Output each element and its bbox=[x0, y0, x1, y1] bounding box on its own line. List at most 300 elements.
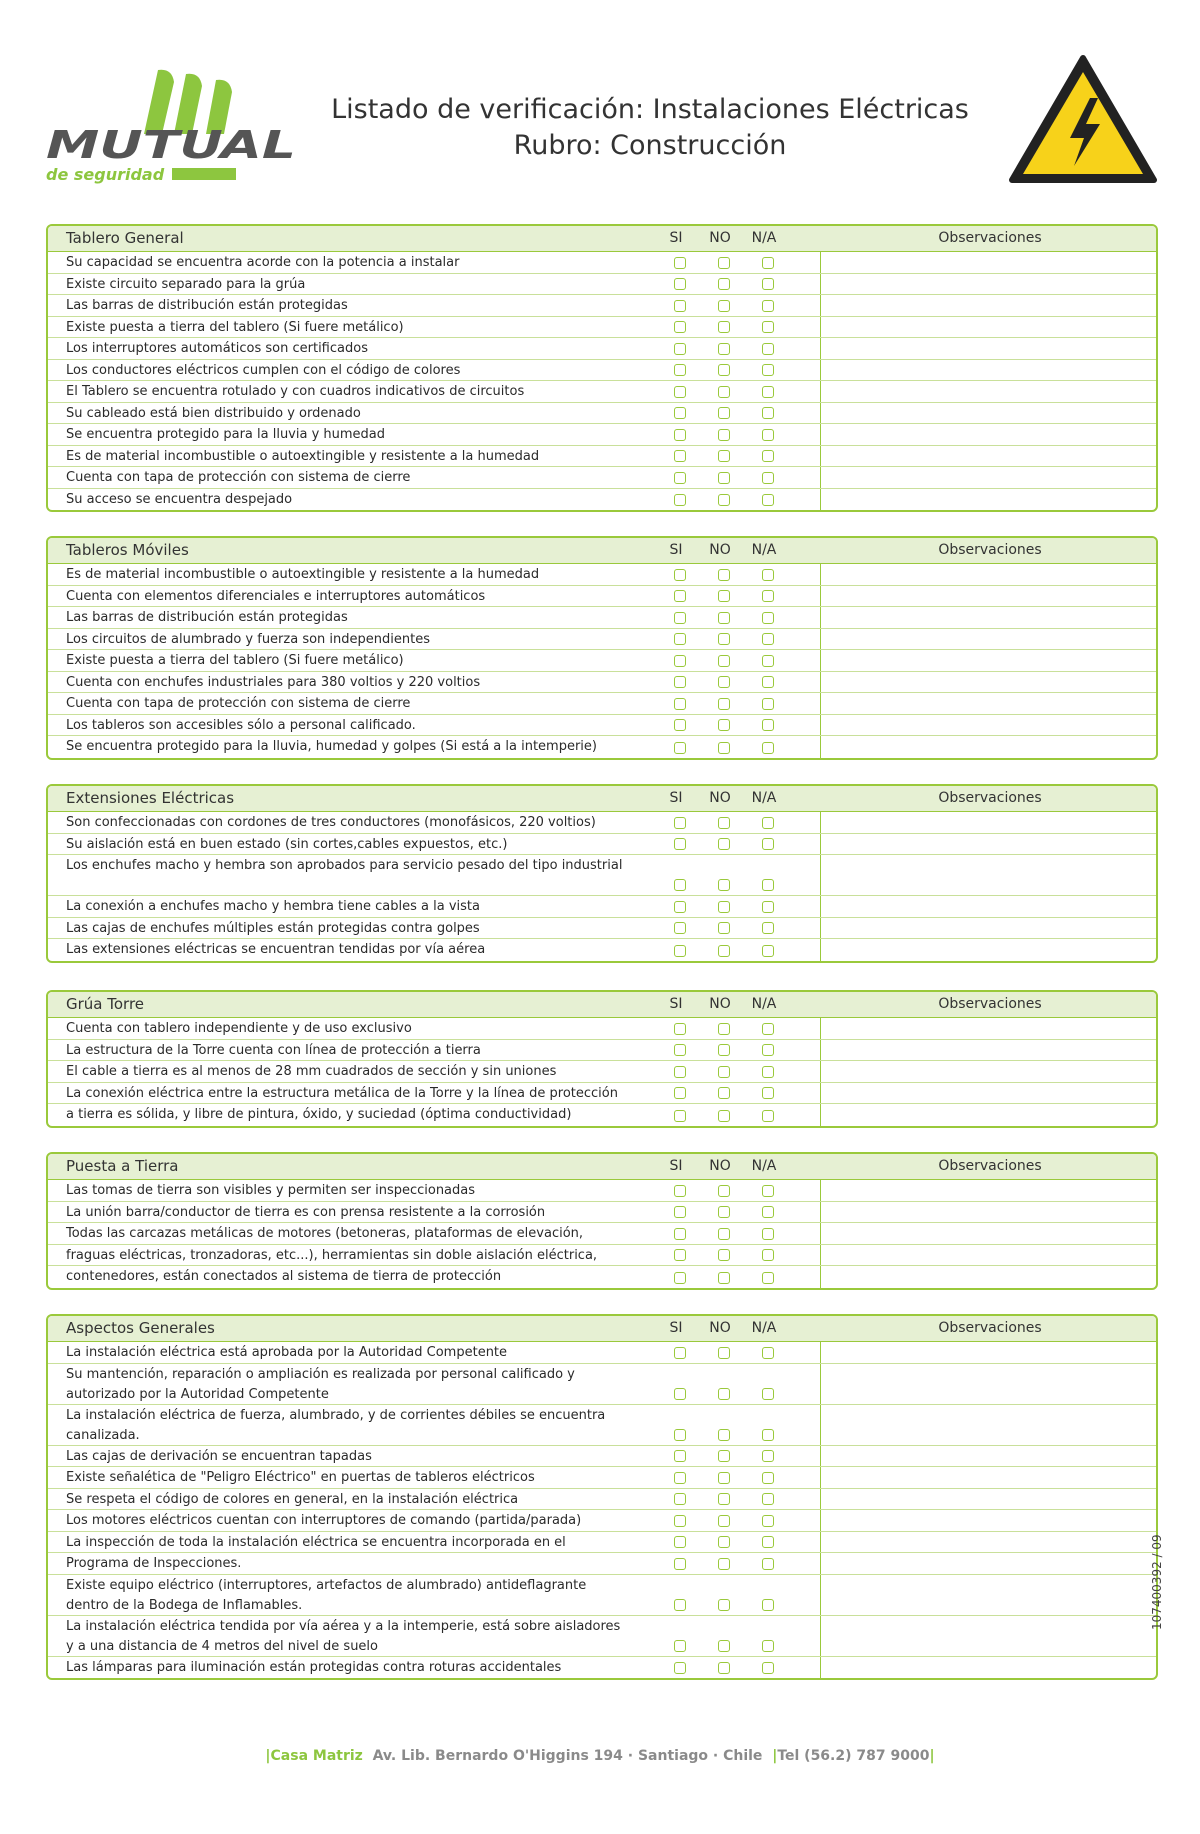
table-row bbox=[48, 939, 1156, 961]
section-0 bbox=[46, 224, 1158, 512]
checkbox-si[interactable] bbox=[674, 1662, 686, 1674]
checkbox-na[interactable] bbox=[762, 817, 774, 829]
checkbox-na[interactable] bbox=[762, 1044, 774, 1056]
table-row bbox=[48, 1040, 1156, 1062]
table-row bbox=[48, 1657, 1156, 1679]
checkbox-no[interactable] bbox=[718, 1388, 730, 1400]
checkbox-no[interactable] bbox=[718, 742, 730, 754]
row-text: Todas las carcazas metálicas de motores (betoneras, plataformas de elevación, bbox=[66, 1226, 584, 1241]
checkbox-no[interactable] bbox=[718, 1640, 730, 1652]
checkbox-no[interactable] bbox=[718, 676, 730, 688]
section-title: Extensiones Eléctricas bbox=[66, 789, 235, 807]
checkbox-na[interactable] bbox=[762, 1515, 774, 1527]
table-row bbox=[48, 650, 1156, 672]
table-row bbox=[48, 1616, 1156, 1657]
checkbox-no[interactable] bbox=[718, 407, 730, 419]
checkbox-no[interactable] bbox=[718, 450, 730, 462]
checkbox-na[interactable] bbox=[762, 1110, 774, 1122]
checkbox-no[interactable] bbox=[718, 364, 730, 376]
table-row bbox=[48, 252, 1156, 274]
table-row bbox=[48, 607, 1156, 629]
section-2 bbox=[46, 784, 1158, 963]
row-text: Existe puesta a tierra del tablero (Si fuere metálico) bbox=[66, 653, 404, 668]
checkbox-si[interactable] bbox=[674, 569, 686, 581]
section-header bbox=[48, 226, 1156, 252]
checkbox-no[interactable] bbox=[718, 719, 730, 731]
checkbox-no[interactable] bbox=[718, 590, 730, 602]
checkbox-na[interactable] bbox=[762, 742, 774, 754]
checkbox-na[interactable] bbox=[762, 612, 774, 624]
row-text: La instalación eléctrica de fuerza, alumbrado, y de corrientes débiles se encuentra canalizada. bbox=[66, 1407, 606, 1443]
checkbox-na[interactable] bbox=[762, 429, 774, 441]
col-observaciones: Observaciones bbox=[938, 542, 1042, 558]
checkbox-no[interactable] bbox=[718, 1662, 730, 1674]
row-text: Su aislación está en buen estado (sin cortes,cables expuestos, etc.) bbox=[66, 836, 508, 852]
section-header bbox=[48, 538, 1156, 564]
section-header bbox=[48, 1154, 1156, 1180]
section-title: Grúa Torre bbox=[66, 995, 145, 1013]
table-row bbox=[48, 834, 1156, 856]
checkbox-si[interactable] bbox=[674, 1536, 686, 1548]
table-row bbox=[48, 1532, 1156, 1554]
row-text: Las extensiones eléctricas se encuentran tendidas por vía aérea bbox=[66, 942, 486, 957]
mutual-logo bbox=[46, 64, 306, 184]
checkbox-no[interactable] bbox=[718, 922, 730, 934]
checkbox-si[interactable] bbox=[674, 1450, 686, 1462]
section-body bbox=[48, 252, 1156, 510]
checkbox-no[interactable] bbox=[718, 1044, 730, 1056]
section-header bbox=[48, 1316, 1156, 1342]
table-row bbox=[48, 1180, 1156, 1202]
checkbox-na[interactable] bbox=[762, 1640, 774, 1652]
row-text: Las lámparas para iluminación están protegidas contra roturas accidentales bbox=[66, 1659, 562, 1675]
checkbox-na[interactable] bbox=[762, 1066, 774, 1078]
col-no: NO bbox=[709, 790, 731, 806]
checkbox-si[interactable] bbox=[674, 257, 686, 269]
checkbox-no[interactable] bbox=[718, 300, 730, 312]
checkbox-si[interactable] bbox=[674, 742, 686, 754]
table-row bbox=[48, 274, 1156, 296]
row-text: Su acceso se encuentra despejado bbox=[66, 491, 293, 507]
checkbox-na[interactable] bbox=[762, 1206, 774, 1218]
checkbox-si[interactable] bbox=[674, 1066, 686, 1078]
checkbox-no[interactable] bbox=[718, 1536, 730, 1548]
checkbox-si[interactable] bbox=[674, 1515, 686, 1527]
col-na: N/A bbox=[751, 996, 777, 1012]
checkbox-na[interactable] bbox=[762, 364, 774, 376]
checkbox-si[interactable] bbox=[674, 945, 686, 957]
row-text: Los tableros son accesibles sólo a personal calificado. bbox=[66, 717, 416, 733]
table-row bbox=[48, 295, 1156, 317]
checkbox-si[interactable] bbox=[674, 817, 686, 829]
checkbox-na[interactable] bbox=[762, 278, 774, 290]
row-text: La conexión a enchufes macho y hembra tiene cables a la vista bbox=[66, 899, 480, 914]
section-body bbox=[48, 812, 1156, 961]
section-body bbox=[48, 1018, 1156, 1126]
checkbox-na[interactable] bbox=[762, 901, 774, 913]
checkbox-no[interactable] bbox=[718, 1493, 730, 1505]
col-observaciones: Observaciones bbox=[938, 230, 1042, 246]
table-row bbox=[48, 424, 1156, 446]
checkbox-na[interactable] bbox=[762, 300, 774, 312]
col-no: NO bbox=[709, 542, 731, 558]
row-text: Cuenta con enchufes industriales para 380 voltios y 220 voltios bbox=[66, 674, 481, 690]
section-header bbox=[48, 992, 1156, 1018]
checkbox-na[interactable] bbox=[762, 343, 774, 355]
section-4 bbox=[46, 1152, 1158, 1290]
table-row bbox=[48, 403, 1156, 425]
row-text: Se encuentra protegido para la lluvia y humedad bbox=[66, 427, 386, 442]
checkbox-na[interactable] bbox=[762, 922, 774, 934]
row-text: Son confeccionadas con cordones de tres conductores (monofásicos, 220 voltios) bbox=[66, 815, 596, 830]
checkbox-si[interactable] bbox=[674, 1599, 686, 1611]
checkbox-na[interactable] bbox=[762, 1493, 774, 1505]
checkbox-si[interactable] bbox=[674, 1110, 686, 1122]
checkbox-no[interactable] bbox=[718, 1206, 730, 1218]
checkbox-si[interactable] bbox=[674, 879, 686, 891]
checkbox-na[interactable] bbox=[762, 1429, 774, 1441]
checkbox-no[interactable] bbox=[718, 1472, 730, 1484]
table-row bbox=[48, 1446, 1156, 1468]
row-text: contenedores, están conectados al sistema de tierra de protección bbox=[66, 1269, 502, 1284]
row-text: Los motores eléctricos cuentan con interruptores de comando (partida/parada) bbox=[66, 1513, 582, 1528]
table-row bbox=[48, 564, 1156, 586]
col-si: SI bbox=[669, 996, 683, 1012]
checkbox-si[interactable] bbox=[674, 1087, 686, 1099]
row-text: La unión barra/conductor de tierra es con prensa resistente a la corrosión bbox=[66, 1204, 546, 1220]
col-na: N/A bbox=[751, 542, 777, 558]
col-no: NO bbox=[709, 1320, 731, 1336]
table-row bbox=[48, 1467, 1156, 1489]
checkbox-na[interactable] bbox=[762, 407, 774, 419]
checkbox-si[interactable] bbox=[674, 655, 686, 667]
table-row bbox=[48, 918, 1156, 940]
checkbox-si[interactable] bbox=[674, 472, 686, 484]
section-title: Tablero General bbox=[66, 229, 184, 247]
checkbox-no[interactable] bbox=[718, 1599, 730, 1611]
row-text: Los enchufes macho y hembra son aprobados para servicio pesado del tipo industrial bbox=[66, 858, 623, 873]
checkbox-no[interactable] bbox=[718, 1228, 730, 1240]
footer: |Casa Matriz Av. Lib. Bernardo O'Higgins 194 · Santiago · Chile |Tel (56.2) 787 9000| bbox=[265, 1748, 935, 1764]
row-text: Las cajas de derivación se encuentran tapadas bbox=[66, 1448, 372, 1464]
row-text: Existe puesta a tierra del tablero (Si fuere metálico) bbox=[66, 319, 404, 335]
checkbox-na[interactable] bbox=[762, 590, 774, 602]
checkbox-no[interactable] bbox=[718, 257, 730, 269]
checkbox-no[interactable] bbox=[718, 1066, 730, 1078]
checkbox-na[interactable] bbox=[762, 257, 774, 269]
checkbox-si[interactable] bbox=[674, 1044, 686, 1056]
checkbox-si[interactable] bbox=[674, 1429, 686, 1441]
table-row bbox=[48, 1223, 1156, 1245]
table-row bbox=[48, 446, 1156, 468]
table-row bbox=[48, 1083, 1156, 1105]
section-body bbox=[48, 1342, 1156, 1678]
checkbox-na[interactable] bbox=[762, 1185, 774, 1197]
checkbox-no[interactable] bbox=[718, 472, 730, 484]
checkbox-na[interactable] bbox=[762, 494, 774, 506]
checkbox-no[interactable] bbox=[718, 612, 730, 624]
checkbox-na[interactable] bbox=[762, 838, 774, 850]
checkbox-na[interactable] bbox=[762, 676, 774, 688]
checkbox-na[interactable] bbox=[762, 1087, 774, 1099]
col-si: SI bbox=[669, 790, 683, 806]
checkbox-no[interactable] bbox=[718, 1249, 730, 1261]
col-observaciones: Observaciones bbox=[938, 1320, 1042, 1336]
checkbox-si[interactable] bbox=[674, 494, 686, 506]
checkbox-no[interactable] bbox=[718, 655, 730, 667]
checkbox-si[interactable] bbox=[674, 1228, 686, 1240]
checkbox-no[interactable] bbox=[718, 278, 730, 290]
checkbox-na[interactable] bbox=[762, 1536, 774, 1548]
checkbox-no[interactable] bbox=[718, 569, 730, 581]
checkbox-si[interactable] bbox=[674, 1249, 686, 1261]
row-text: Cuenta con tablero independiente y de uso exclusivo bbox=[66, 1021, 412, 1036]
checkbox-na[interactable] bbox=[762, 1347, 774, 1359]
checkbox-si[interactable] bbox=[674, 676, 686, 688]
checkbox-si[interactable] bbox=[674, 429, 686, 441]
row-text: El Tablero se encuentra rotulado y con cuadros indicativos de circuitos bbox=[66, 384, 525, 399]
checkbox-si[interactable] bbox=[674, 1558, 686, 1570]
row-text: Es de material incombustible o autoextingible y resistente a la humedad bbox=[66, 567, 540, 582]
checkbox-si[interactable] bbox=[674, 922, 686, 934]
checkbox-no[interactable] bbox=[718, 1429, 730, 1441]
row-text: Su cableado está bien distribuido y ordenado bbox=[66, 405, 361, 421]
footer-phone: Tel (56.2) 787 9000 bbox=[777, 1748, 930, 1764]
checkbox-si[interactable] bbox=[674, 1493, 686, 1505]
checkbox-na[interactable] bbox=[762, 879, 774, 891]
row-text: Se respeta el código de colores en general, en la instalación eléctrica bbox=[66, 1491, 519, 1507]
table-row bbox=[48, 812, 1156, 834]
checkbox-si[interactable] bbox=[674, 1272, 686, 1284]
section-body bbox=[48, 564, 1156, 758]
title-line-2: Rubro: Construcción bbox=[513, 130, 787, 161]
checkbox-si[interactable] bbox=[674, 1185, 686, 1197]
col-no: NO bbox=[709, 1158, 731, 1174]
table-row bbox=[48, 693, 1156, 715]
table-row bbox=[48, 1018, 1156, 1040]
checkbox-na[interactable] bbox=[762, 1272, 774, 1284]
checkbox-no[interactable] bbox=[718, 1023, 730, 1035]
checkbox-no[interactable] bbox=[718, 1515, 730, 1527]
col-si: SI bbox=[669, 542, 683, 558]
checkbox-na[interactable] bbox=[762, 321, 774, 333]
checkbox-na[interactable] bbox=[762, 719, 774, 731]
checkbox-no[interactable] bbox=[718, 1087, 730, 1099]
checkbox-no[interactable] bbox=[718, 1185, 730, 1197]
checkbox-si[interactable] bbox=[674, 1472, 686, 1484]
checkbox-si[interactable] bbox=[674, 901, 686, 913]
row-text: Su mantención, reparación o ampliación es realizada por personal calificado y autorizado por la Autoridad Competente bbox=[66, 1366, 575, 1402]
row-text: La estructura de la Torre cuenta con línea de protección a tierra bbox=[66, 1042, 481, 1058]
checkbox-no[interactable] bbox=[718, 838, 730, 850]
row-text: Se encuentra protegido para la lluvia, humedad y golpes (Si está a la intemperie) bbox=[66, 739, 597, 754]
checkbox-no[interactable] bbox=[718, 494, 730, 506]
checkbox-no[interactable] bbox=[718, 1347, 730, 1359]
checkbox-na[interactable] bbox=[762, 633, 774, 645]
table-row bbox=[48, 586, 1156, 608]
col-na: N/A bbox=[751, 230, 777, 246]
document-code: 107400392 / 09 bbox=[1150, 1534, 1164, 1630]
table-row bbox=[48, 1202, 1156, 1224]
col-na: N/A bbox=[751, 1320, 777, 1336]
table-row bbox=[48, 1364, 1156, 1405]
checkbox-no[interactable] bbox=[718, 343, 730, 355]
checkbox-si[interactable] bbox=[674, 719, 686, 731]
checkbox-si[interactable] bbox=[674, 321, 686, 333]
row-text: Las barras de distribución están protegidas bbox=[66, 610, 348, 625]
table-row bbox=[48, 467, 1156, 489]
checkbox-si[interactable] bbox=[674, 633, 686, 645]
high-voltage-warning-icon bbox=[1008, 52, 1158, 186]
table-row bbox=[48, 1342, 1156, 1364]
checkbox-na[interactable] bbox=[762, 1599, 774, 1611]
title-line-1: Listado de verificación: Instalaciones Eléctricas bbox=[331, 94, 969, 125]
checkbox-no[interactable] bbox=[718, 386, 730, 398]
checkbox-no[interactable] bbox=[718, 1110, 730, 1122]
col-si: SI bbox=[669, 230, 683, 246]
checkbox-si[interactable] bbox=[674, 364, 686, 376]
logo-subtext: de seguridad bbox=[46, 165, 165, 184]
table-row bbox=[48, 736, 1156, 758]
footer-address: Av. Lib. Bernardo O'Higgins 194 · Santiago · Chile bbox=[372, 1748, 763, 1764]
checkbox-na[interactable] bbox=[762, 472, 774, 484]
row-text: Existe equipo eléctrico (interruptores, artefactos de alumbrado) antideflagrante dentro de la Bodega de Inflamables. bbox=[66, 1577, 587, 1613]
table-row bbox=[48, 629, 1156, 651]
checkbox-si[interactable] bbox=[674, 343, 686, 355]
checkbox-na[interactable] bbox=[762, 1228, 774, 1240]
checkbox-na[interactable] bbox=[762, 1388, 774, 1400]
table-row bbox=[48, 1104, 1156, 1126]
table-row bbox=[48, 1245, 1156, 1267]
checkbox-na[interactable] bbox=[762, 655, 774, 667]
table-row bbox=[48, 672, 1156, 694]
row-text: Existe circuito separado para la grúa bbox=[66, 276, 306, 292]
section-body bbox=[48, 1180, 1156, 1288]
checkbox-na[interactable] bbox=[762, 945, 774, 957]
row-text: Cuenta con tapa de protección con sistema de cierre bbox=[66, 470, 411, 485]
checkbox-si[interactable] bbox=[674, 838, 686, 850]
checkbox-na[interactable] bbox=[762, 1450, 774, 1462]
footer-brand: Casa Matriz bbox=[270, 1748, 363, 1764]
checkbox-no[interactable] bbox=[718, 633, 730, 645]
checkbox-no[interactable] bbox=[718, 879, 730, 891]
checkbox-no[interactable] bbox=[718, 945, 730, 957]
col-observaciones: Observaciones bbox=[938, 790, 1042, 806]
section-header bbox=[48, 786, 1156, 812]
checkbox-si[interactable] bbox=[674, 1388, 686, 1400]
checkbox-na[interactable] bbox=[762, 1023, 774, 1035]
table-row bbox=[48, 489, 1156, 511]
logo-text: MUTUAL bbox=[46, 123, 296, 167]
checkbox-no[interactable] bbox=[718, 1558, 730, 1570]
row-text: Programa de Inspecciones. bbox=[66, 1556, 242, 1571]
row-text: a tierra es sólida, y libre de pintura, óxido, y suciedad (óptima conductividad) bbox=[66, 1107, 572, 1122]
checkbox-si[interactable] bbox=[674, 1640, 686, 1652]
row-text: La conexión eléctrica entre la estructura metálica de la Torre y la línea de protección bbox=[66, 1085, 618, 1101]
col-na: N/A bbox=[751, 790, 777, 806]
row-text: La instalación eléctrica tendida por vía aérea y a la intemperie, está sobre aisladores y a una distancia de 4 metros del nivel de suelo bbox=[66, 1618, 621, 1654]
checkbox-no[interactable] bbox=[718, 817, 730, 829]
section-1 bbox=[46, 536, 1158, 760]
checkbox-na[interactable] bbox=[762, 1558, 774, 1570]
checkbox-no[interactable] bbox=[718, 698, 730, 710]
section-3 bbox=[46, 990, 1158, 1128]
row-text: Las tomas de tierra son visibles y permiten ser inspeccionadas bbox=[66, 1183, 476, 1198]
table-row bbox=[48, 1489, 1156, 1511]
col-no: NO bbox=[709, 230, 731, 246]
checkbox-no[interactable] bbox=[718, 321, 730, 333]
checkbox-na[interactable] bbox=[762, 386, 774, 398]
checkbox-na[interactable] bbox=[762, 1249, 774, 1261]
checkbox-na[interactable] bbox=[762, 698, 774, 710]
checkbox-si[interactable] bbox=[674, 698, 686, 710]
checkbox-na[interactable] bbox=[762, 569, 774, 581]
table-row bbox=[48, 381, 1156, 403]
page-title bbox=[300, 92, 1000, 164]
table-row bbox=[48, 317, 1156, 339]
table-row bbox=[48, 1510, 1156, 1532]
row-text: Los circuitos de alumbrado y fuerza son independientes bbox=[66, 631, 430, 647]
section-5 bbox=[46, 1314, 1158, 1680]
table-row bbox=[48, 715, 1156, 737]
checkbox-na[interactable] bbox=[762, 450, 774, 462]
row-text: Cuenta con tapa de protección con sistema de cierre bbox=[66, 696, 411, 711]
table-row bbox=[48, 1575, 1156, 1616]
checkbox-no[interactable] bbox=[718, 429, 730, 441]
table-row bbox=[48, 1405, 1156, 1446]
col-observaciones: Observaciones bbox=[938, 1158, 1042, 1174]
section-title: Puesta a Tierra bbox=[66, 1157, 179, 1175]
checkbox-no[interactable] bbox=[718, 1450, 730, 1462]
row-text: La inspección de toda la instalación eléctrica se encuentra incorporada en el bbox=[66, 1534, 566, 1550]
checkbox-si[interactable] bbox=[674, 300, 686, 312]
col-si: SI bbox=[669, 1158, 683, 1174]
checkbox-si[interactable] bbox=[674, 386, 686, 398]
row-text: Los interruptores automáticos son certificados bbox=[66, 341, 368, 356]
checkbox-si[interactable] bbox=[674, 407, 686, 419]
checkbox-si[interactable] bbox=[674, 1347, 686, 1359]
col-na: N/A bbox=[751, 1158, 777, 1174]
checkbox-si[interactable] bbox=[674, 1023, 686, 1035]
checkbox-si[interactable] bbox=[674, 450, 686, 462]
row-text: Las barras de distribución están protegidas bbox=[66, 298, 348, 313]
checkbox-si[interactable] bbox=[674, 590, 686, 602]
checkbox-no[interactable] bbox=[718, 901, 730, 913]
row-text: fraguas eléctricas, tronzadoras, etc...), herramientas sin doble aislación eléctrica, bbox=[66, 1247, 598, 1263]
col-si: SI bbox=[669, 1320, 683, 1336]
table-row bbox=[48, 1553, 1156, 1575]
checkbox-si[interactable] bbox=[674, 1206, 686, 1218]
checkbox-no[interactable] bbox=[718, 1272, 730, 1284]
section-title: Tableros Móviles bbox=[66, 541, 189, 559]
col-no: NO bbox=[709, 996, 731, 1012]
row-text: La instalación eléctrica está aprobada por la Autoridad Competente bbox=[66, 1345, 508, 1360]
col-observaciones: Observaciones bbox=[938, 996, 1042, 1012]
row-text: Cuenta con elementos diferenciales e interruptores automáticos bbox=[66, 588, 486, 604]
checkbox-si[interactable] bbox=[674, 612, 686, 624]
row-text: Las cajas de enchufes múltiples están protegidas contra golpes bbox=[66, 920, 480, 936]
table-row bbox=[48, 338, 1156, 360]
row-text: Es de material incombustible o autoextingible y resistente a la humedad bbox=[66, 448, 540, 464]
row-text: Los conductores eléctricos cumplen con el código de colores bbox=[66, 362, 461, 378]
checkbox-na[interactable] bbox=[762, 1472, 774, 1484]
checkbox-si[interactable] bbox=[674, 278, 686, 290]
row-text: Existe señalética de "Peligro Eléctrico" en puertas de tableros eléctricos bbox=[66, 1470, 535, 1485]
section-title: Aspectos Generales bbox=[66, 1319, 215, 1337]
table-row bbox=[48, 1266, 1156, 1288]
row-text: El cable a tierra es al menos de 28 mm cuadrados de sección y sin uniones bbox=[66, 1064, 557, 1079]
checkbox-na[interactable] bbox=[762, 1662, 774, 1674]
